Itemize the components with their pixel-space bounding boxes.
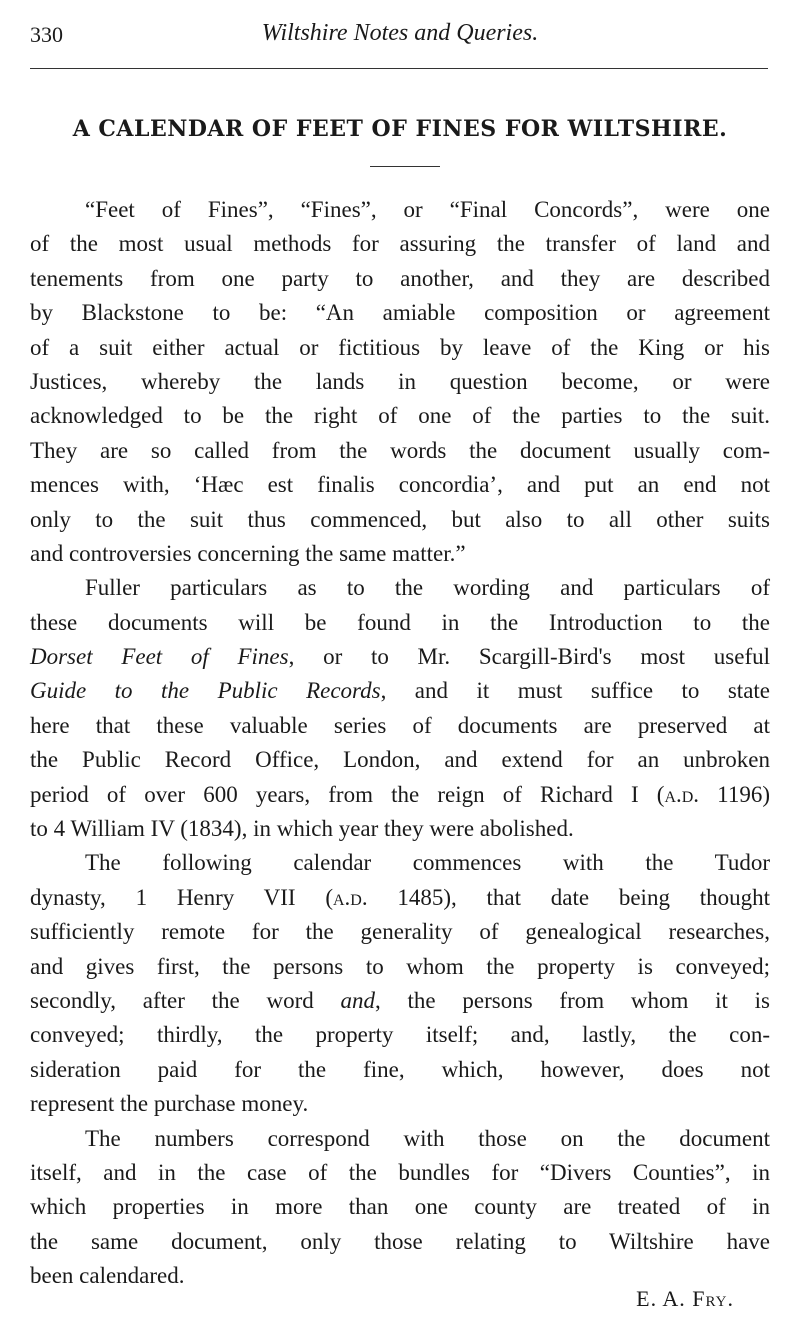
text-line (30, 915, 770, 949)
text-line (30, 193, 770, 227)
text-segment: only to the suit thus commenced, but also to all other suits (30, 506, 770, 532)
text-segment: and controversies concerning the same matter.” (30, 540, 466, 566)
text-line (30, 743, 770, 777)
text-segment: The numbers correspond with those on the document (85, 1125, 770, 1151)
text-line (30, 1190, 770, 1224)
text-line (30, 984, 770, 1018)
text-segment: a.d. (664, 781, 700, 807)
text-line (30, 1225, 770, 1259)
text-segment: Fuller particulars as to the wording and particulars of (85, 575, 770, 601)
text-line (30, 571, 770, 605)
text-segment: here that these valuable series of documents are preserved at (30, 712, 770, 738)
text-line (30, 331, 770, 365)
text-line (30, 1156, 770, 1190)
text-line (30, 881, 770, 915)
text-line (30, 468, 770, 502)
text-line (30, 434, 770, 468)
text-segment: the Public Record Office, London, and extend for an unbroken (30, 747, 770, 773)
page-number: 330 (30, 22, 63, 47)
text-segment: represent the purchase money. (30, 1091, 309, 1117)
paragraph (30, 846, 770, 1121)
text-line (30, 709, 770, 743)
text-segment: these documents will be found in the Introduction to the (30, 609, 770, 635)
text-segment: , or to Mr. Scargill-Bird's most useful (288, 644, 770, 670)
paragraph (30, 571, 770, 846)
text-line (30, 262, 770, 296)
text-line (30, 674, 770, 708)
text-segment: period of over 600 years, from the reign of Richard I ( (30, 781, 665, 807)
text-segment: 1485), that date being thought (367, 884, 770, 910)
text-line (30, 606, 770, 640)
paragraph (30, 1122, 770, 1294)
text-line (30, 503, 770, 537)
text-segment: tenements from one party to another, and they are described (30, 265, 770, 291)
text-segment: dynasty, 1 Henry VII ( (30, 884, 333, 910)
text-line (30, 812, 770, 846)
text-line (30, 846, 770, 880)
text-line (30, 227, 770, 261)
text-line (30, 1122, 770, 1156)
text-segment: a.d. (333, 884, 368, 910)
text-line (30, 1087, 770, 1121)
running-title: Wiltshire Notes and Queries. (261, 20, 539, 46)
text-segment: the same document, only those relating to Wiltshire have (30, 1228, 770, 1254)
text-segment: , the persons from whom it is (375, 987, 770, 1013)
text-segment: They are so called from the words the document usually com- (30, 437, 770, 463)
text-segment: and gives first, the persons to whom the property is conveyed; (30, 953, 770, 979)
text-line (30, 1018, 770, 1052)
text-segment: sufficiently remote for the generality of genealogical researches, (30, 919, 770, 945)
text-segment: sideration paid for the fine, which, however, does not (30, 1056, 770, 1082)
text-line (30, 640, 770, 674)
text-segment: been calendared. (30, 1263, 185, 1289)
text-line (30, 365, 770, 399)
title-divider (370, 166, 440, 167)
text-segment: conveyed; thirdly, the property itself; and, lastly, the con- (30, 1022, 770, 1048)
text-line (30, 399, 770, 433)
text-segment: acknowledged to be the right of one of the parties to the suit. (30, 403, 770, 429)
article-body (30, 193, 770, 1294)
text-line (30, 1053, 770, 1087)
text-segment: secondly, after the word (30, 987, 341, 1013)
text-line (30, 778, 770, 812)
text-segment: itself, and in the case of the bundles for “Divers Counties”, in (30, 1159, 770, 1185)
text-segment: of the most usual methods for assuring the transfer of land and (30, 231, 770, 257)
text-line (30, 950, 770, 984)
text-segment: mences with, ‘Hæc est finalis concordia’, and put an end not (30, 472, 770, 498)
text-segment: to 4 William IV (1834), in which year they were abolished. (30, 816, 574, 842)
italic-text: Guide to the Public Records (30, 678, 381, 704)
italic-text: Dorset Feet of Fines (30, 644, 289, 670)
text-line (30, 296, 770, 330)
paragraph (30, 193, 770, 571)
text-segment: by Blackstone to be: “An amiable composition or agreement (30, 300, 770, 326)
text-segment: 1196) (699, 781, 770, 807)
text-segment: , and it must suffice to state (380, 678, 771, 704)
text-segment: The following calendar commences with the Tudor (85, 850, 770, 876)
author-signature: E. A. Fry. (636, 1286, 734, 1311)
italic-text: and (340, 987, 376, 1013)
text-segment: which properties in more than one county are treated of in (30, 1194, 770, 1220)
text-line (30, 537, 770, 571)
text-segment: Justices, whereby the lands in question become, or were (30, 368, 770, 394)
article-title: A CALENDAR OF FEET OF FINES FOR WILTSHIRE. (72, 116, 728, 142)
text-segment: “Feet of Fines”, “Fines”, or “Final Concords”, were one (85, 197, 770, 222)
header-rule (30, 68, 768, 69)
text-segment: of a suit either actual or fictitious by leave of the King or his (30, 334, 770, 360)
